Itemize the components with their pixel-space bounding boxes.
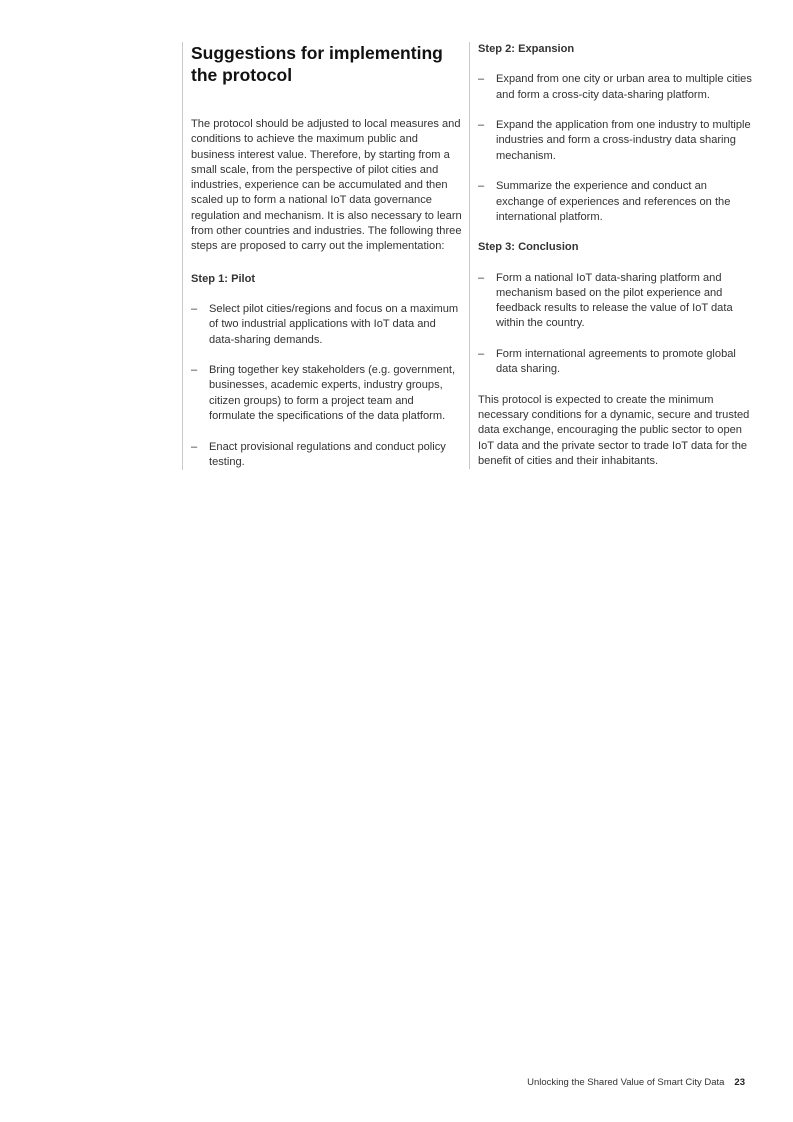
list-item-text: Form a national IoT data-sharing platform and mechanism based on the pilot experience and feedback results to release the value of IoT data within the country. [496, 271, 733, 330]
list-item [478, 118, 752, 164]
dash-bullet: – [191, 440, 198, 453]
step1-title: Step 1: Pilot [191, 272, 256, 285]
footer-title: Unlocking the Shared Value of Smart City Data [527, 1077, 725, 1088]
step3-list [478, 271, 752, 378]
left-column [182, 42, 463, 470]
list-item-text: Summarize the experience and conduct an exchange of experiences and references on the international platform. [496, 180, 731, 223]
list-item-text: Form international agreements to promote global data sharing. [496, 348, 736, 376]
list-item [191, 302, 463, 348]
list-item [478, 179, 752, 225]
list-item-text: Enact provisional regulations and conduct policy testing. [209, 440, 446, 468]
dash-bullet: – [478, 73, 485, 86]
dash-bullet: – [478, 271, 485, 284]
closing-paragraph: This protocol is expected to create the minimum necessary conditions for a dynamic, secure and trusted data exchange, encouraging the public sector to open IoT data and the private sector to trade IoT data for the benefit of cities and their inhabitants. [478, 393, 750, 467]
dash-bullet: – [478, 348, 485, 361]
step1-list [191, 302, 463, 470]
dash-bullet: – [191, 302, 198, 315]
page-number: 23 [734, 1077, 745, 1088]
dash-bullet: – [478, 119, 485, 132]
list-item [478, 72, 752, 103]
list-item-text: Expand from one city or urban area to multiple cities and form a cross-city data-sharing platform. [496, 73, 752, 101]
list-item-text: Bring together key stakeholders (e.g. government, businesses, academic experts, industry groups, citizen groups) to form a project team and formulate the specifications of the data platform. [209, 364, 456, 423]
list-item [191, 363, 463, 424]
list-item [478, 271, 752, 332]
right-column [469, 42, 752, 469]
step3-title: Step 3: Conclusion [478, 241, 579, 254]
section-heading: Suggestions for implementing the protocol [191, 43, 443, 85]
dash-bullet: – [191, 364, 198, 377]
list-item-text: Select pilot cities/regions and focus on a maximum of two industrial applications with IoT data and data-sharing demands. [209, 302, 459, 346]
step2-title: Step 2: Expansion [478, 43, 575, 55]
step2-list [478, 72, 752, 225]
list-item [191, 440, 463, 471]
dash-bullet: – [478, 180, 485, 193]
list-item [478, 347, 752, 378]
intro-paragraph: The protocol should be adjusted to local measures and conditions to achieve the maximum public and business interest value. Therefore, by starting from a small scale, from the perspective of pilot cities and industries, experience can be accumulated and then scaled up to form a national IoT data governance regulation and mechanism. It is also necessary to learn from other countries and industries. The following three steps are proposed to carry out the implementation: [191, 118, 462, 253]
list-item-text: Expand the application from one industry to multiple industries and form a cross-industry data sharing mechanism. [496, 119, 751, 162]
page-footer [527, 1077, 745, 1089]
